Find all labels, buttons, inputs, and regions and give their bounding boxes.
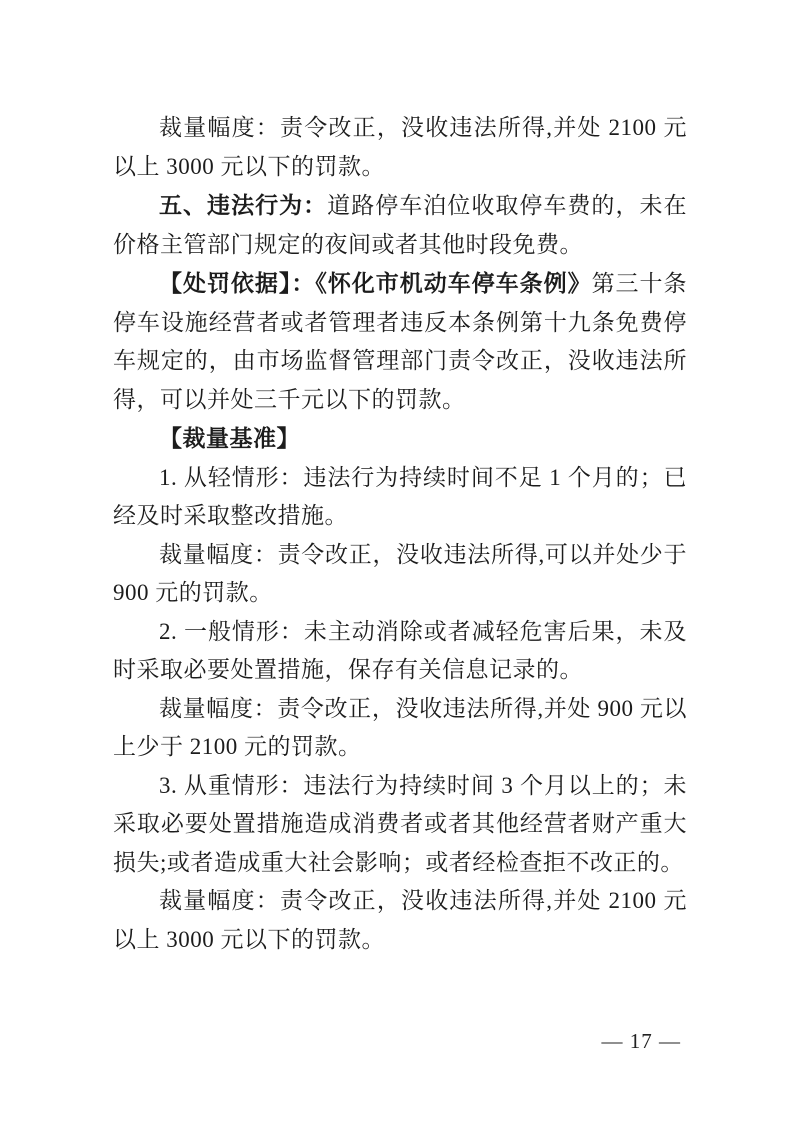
paragraph [113,613,687,690]
text-run: 裁量幅度：责令改正，没收违法所得,并处 900 元以上少于 2100 元的罚款。 [113,695,687,759]
text-run: 1. 从轻情形：违法行为持续时间不足 1 个月的；已经及时采取整改措施。 [113,464,687,528]
paragraph [113,419,687,459]
page-footer [602,1028,682,1054]
page-number: — 17 — [601,1029,681,1053]
text-run-bold: 【裁量基准】 [159,425,300,451]
text-run: 第三十条 停车设施经营者或者管理者违反本条例第十九条免费停车规定的，由市场监督管理部门责令改正，没收违法所得，可以并处三千元以下的罚款。 [113,271,711,412]
paragraph [113,186,687,264]
document-body [113,109,711,959]
text-run: 裁量幅度：责令改正，没收违法所得,并处 2100 元以上 3000 元以下的罚款。 [113,888,687,952]
paragraph [113,264,711,419]
paragraph [113,536,687,613]
text-run: 道路停车泊位收取停车费的，未在价格主管部门规定的夜间或者其他时段免费。 [113,193,688,257]
paragraph [113,459,687,536]
paragraph [113,882,687,959]
text-run: 2. 一般情形：未主动消除或者减轻危害后果，未及时采取必要处置措施，保存有关信息记录的。 [113,618,687,682]
text-run-bold: 五、违法行为： [159,192,328,218]
text-run-bold: 【处罚依据】：《怀化市机动车停车条例》 [159,270,592,296]
paragraph [113,690,687,767]
text-run: 3. 从重情形：违法行为持续时间 3 个月以上的；未采取必要处置措施造成消费者或者其他经营者财产重大损失;或者造成重大社会影响；或者经检查拒不改正的。 [113,772,687,875]
text-run: 裁量幅度：责令改正，没收违法所得,可以并处少于 900 元的罚款。 [113,541,687,605]
paragraph [113,767,687,883]
paragraph [113,109,687,186]
text-run: 裁量幅度：责令改正，没收违法所得,并处 2100 元以上 3000 元以下的罚款。 [113,115,687,179]
